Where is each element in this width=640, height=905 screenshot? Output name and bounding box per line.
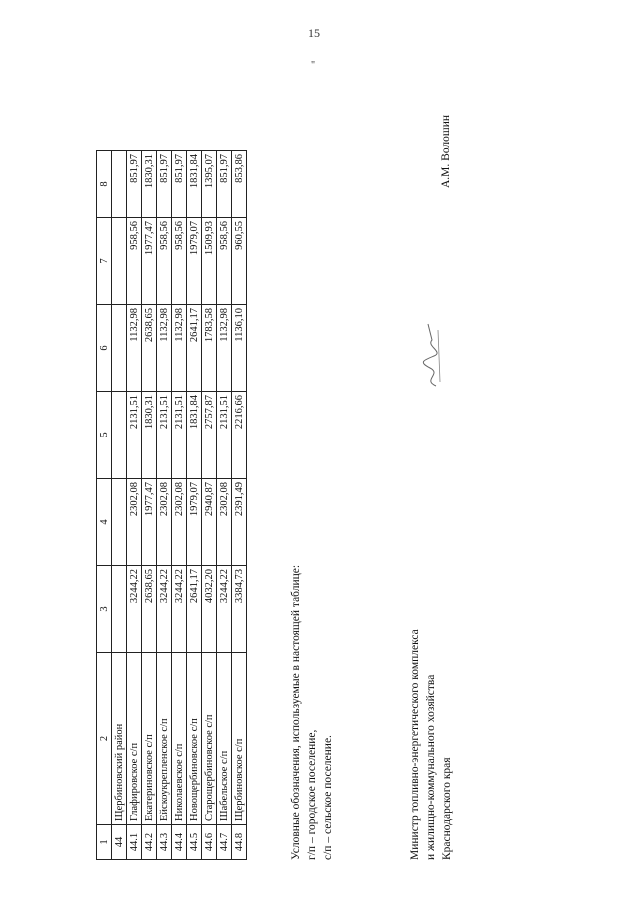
value-cell: 2302,08 [127, 479, 142, 566]
column-header: 7 [97, 218, 112, 305]
tariff-table [96, 150, 247, 860]
row-code: 44.8 [232, 825, 247, 860]
value-cell: 1132,98 [172, 305, 187, 392]
value-cell: 1132,98 [127, 305, 142, 392]
value-cell: 1831,84 [187, 151, 202, 218]
value-cell: 2638,65 [142, 305, 157, 392]
minister-title-line: и жилищно-коммунального хозяйства [425, 674, 437, 860]
value-cell: 2302,08 [217, 479, 232, 566]
value-cell: 1831,84 [187, 392, 202, 479]
legend-line: с/п – сельское поселение. [322, 735, 334, 860]
table-row [127, 151, 142, 860]
row-name: Екатериновское с/п [142, 653, 157, 825]
row-code: 44 [112, 825, 127, 860]
value-cell: 1977,47 [142, 218, 157, 305]
value-cell: 3244,22 [172, 566, 187, 653]
row-name: Щербиновское с/п [232, 653, 247, 825]
value-cell: 1132,98 [217, 305, 232, 392]
value-cell: 1979,07 [187, 218, 202, 305]
value-cell [112, 566, 127, 653]
signer-name: А.М. Волошин [440, 114, 452, 188]
table-row [112, 151, 127, 860]
value-cell: 1830,31 [142, 151, 157, 218]
row-code: 44.2 [142, 825, 157, 860]
value-cell: 2757,87 [202, 392, 217, 479]
row-name: Щербиновский район [112, 653, 127, 825]
value-cell: 2216,66 [232, 392, 247, 479]
value-cell: 960,55 [232, 218, 247, 305]
value-cell: 958,56 [127, 218, 142, 305]
row-code: 44.5 [187, 825, 202, 860]
row-name: Новощербиновское с/п [187, 653, 202, 825]
column-header: 5 [97, 392, 112, 479]
row-code: 44.1 [127, 825, 142, 860]
page-number: 15 [308, 26, 320, 40]
value-cell [112, 151, 127, 218]
minister-title-line: Краснодарского края [441, 757, 453, 860]
value-cell: 958,56 [217, 218, 232, 305]
legend [288, 565, 336, 860]
row-code: 44.4 [172, 825, 187, 860]
value-cell: 2940,87 [202, 479, 217, 566]
table-body [112, 151, 247, 860]
value-cell: 851,97 [172, 151, 187, 218]
column-header: 3 [97, 566, 112, 653]
value-cell: 2131,51 [217, 392, 232, 479]
table-header-row [97, 151, 112, 860]
value-cell: 851,97 [127, 151, 142, 218]
handwritten-signature [416, 320, 446, 390]
value-cell: 2638,65 [142, 566, 157, 653]
rotated-content [96, 60, 632, 860]
row-name: Старощербиновское с/п [202, 653, 217, 825]
column-header: 1 [97, 825, 112, 860]
value-cell: 958,56 [172, 218, 187, 305]
column-header: 2 [97, 653, 112, 825]
row-code: 44.3 [157, 825, 172, 860]
value-cell: 1132,98 [157, 305, 172, 392]
column-header: 4 [97, 479, 112, 566]
value-cell: 4032,20 [202, 566, 217, 653]
value-cell [112, 392, 127, 479]
value-cell: 3244,22 [127, 566, 142, 653]
value-cell: 2131,51 [157, 392, 172, 479]
row-name: Глафировское с/п [127, 653, 142, 825]
minister-title-line: Министр топливно-энергетического комплекса [409, 629, 421, 860]
value-cell: 3384,73 [232, 566, 247, 653]
value-cell: 1977,47 [142, 479, 157, 566]
value-cell: 2641,17 [187, 566, 202, 653]
value-cell: 958,56 [157, 218, 172, 305]
value-cell: 853,86 [232, 151, 247, 218]
table-row [232, 151, 247, 860]
value-cell [112, 305, 127, 392]
row-name: Шабельское с/п [217, 653, 232, 825]
column-header: 6 [97, 305, 112, 392]
row-name: Ейскоукрепленское с/п [157, 653, 172, 825]
column-header: 8 [97, 151, 112, 218]
value-cell: 3244,22 [217, 566, 232, 653]
value-cell: 1783,58 [202, 305, 217, 392]
value-cell: 1979,07 [187, 479, 202, 566]
row-name: Николаевское с/п [172, 653, 187, 825]
value-cell: 1509,93 [202, 218, 217, 305]
legend-title: Условные обозначения, используемые в настоящей таблице: [290, 564, 302, 860]
row-code: 44.7 [217, 825, 232, 860]
value-cell [112, 218, 127, 305]
corner-mark: " [311, 60, 316, 71]
table-row [217, 151, 232, 860]
value-cell [112, 479, 127, 566]
table-row [172, 151, 187, 860]
value-cell: 2641,17 [187, 305, 202, 392]
value-cell: 2391,49 [232, 479, 247, 566]
value-cell: 1830,31 [142, 392, 157, 479]
value-cell: 1136,10 [232, 305, 247, 392]
value-cell: 2131,51 [172, 392, 187, 479]
value-cell: 2302,08 [172, 479, 187, 566]
value-cell: 851,97 [157, 151, 172, 218]
table-row [187, 151, 202, 860]
value-cell: 2302,08 [157, 479, 172, 566]
table-row [202, 151, 217, 860]
value-cell: 1395,07 [202, 151, 217, 218]
value-cell: 3244,22 [157, 566, 172, 653]
row-code: 44.6 [202, 825, 217, 860]
legend-line: г/п – городское поселение, [306, 729, 318, 860]
value-cell: 851,97 [217, 151, 232, 218]
value-cell: 2131,51 [127, 392, 142, 479]
table-row [142, 151, 157, 860]
table-row [157, 151, 172, 860]
minister-title [407, 629, 455, 860]
